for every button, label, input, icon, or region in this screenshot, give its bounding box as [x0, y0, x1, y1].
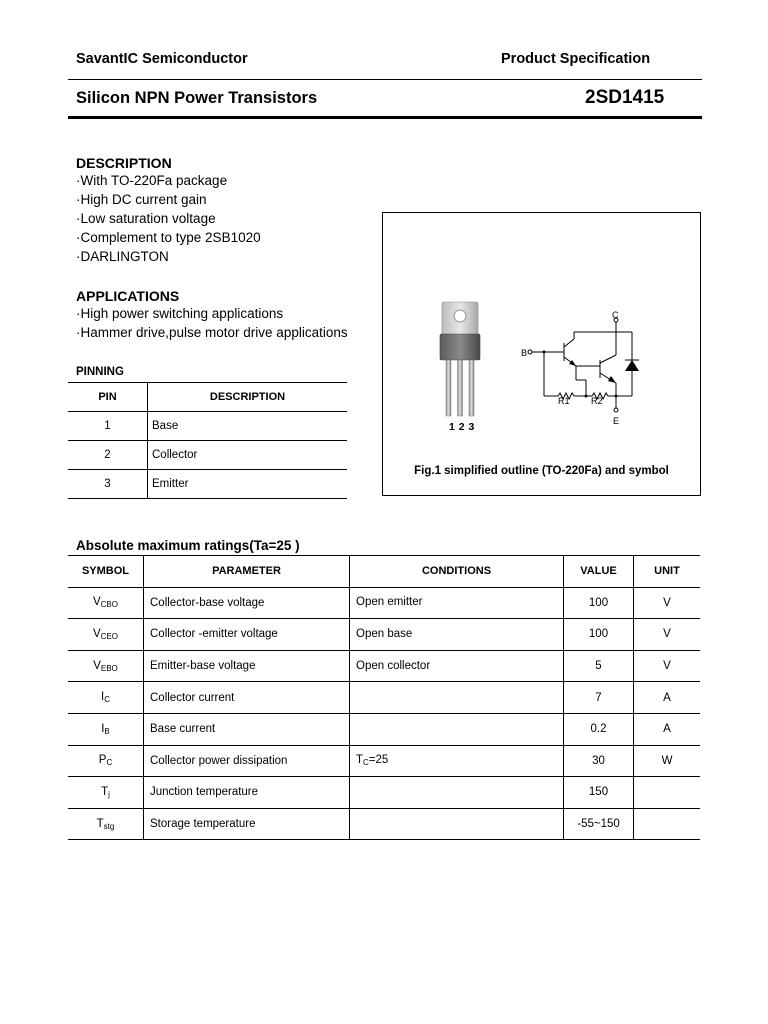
col-header-value: VALUE — [564, 556, 634, 588]
title-rule — [68, 116, 702, 119]
company-name: SavantIC Semiconductor — [76, 51, 248, 67]
symbol-cell: $T_{stg}$ — [68, 808, 144, 840]
unit-cell: V — [634, 619, 701, 651]
list-item: ·Low saturation voltage — [76, 211, 216, 226]
value-cell: 100 — [564, 619, 634, 651]
conditions-cell: $T_C=25$ — [350, 745, 564, 777]
col-header-symbol: SYMBOL — [68, 556, 144, 588]
description-heading: DESCRIPTION — [76, 155, 172, 171]
pin-number: 2 — [68, 441, 148, 470]
value-cell: 0.2 — [564, 713, 634, 745]
symbol-cell: $V_{CBO}$ — [68, 587, 144, 619]
unit-cell: A — [634, 713, 701, 745]
description-section — [76, 155, 261, 266]
table-row — [68, 587, 700, 619]
value-cell: -55~150 — [564, 808, 634, 840]
parameter-cell: Collector power dissipation — [144, 745, 350, 777]
table-row — [68, 650, 700, 682]
conditions-cell: Open base — [350, 619, 564, 651]
list-item: ·Hammer drive,pulse motor drive applications — [76, 325, 348, 340]
unit-cell: V — [634, 650, 701, 682]
conditions-cell: Open collector — [350, 650, 564, 682]
collector-terminal-label: C — [612, 310, 619, 320]
table-header-row — [68, 556, 700, 588]
pin-description: Collector — [148, 441, 348, 470]
unit-cell: V — [634, 587, 701, 619]
figure-caption: Fig.1 simplified outline (TO-220Fa) and symbol — [414, 465, 669, 477]
parameter-cell: Storage temperature — [144, 808, 350, 840]
table-row — [68, 619, 700, 651]
description-list — [76, 171, 261, 266]
part-number: 2SD1415 — [585, 87, 665, 108]
list-item: ·High DC current gain — [76, 192, 207, 207]
conditions-cell — [350, 713, 564, 745]
applications-list — [76, 304, 348, 342]
conditions-cell — [350, 777, 564, 809]
value-cell: 7 — [564, 682, 634, 714]
unit-cell: A — [634, 682, 701, 714]
conditions-cell: Open emitter — [350, 587, 564, 619]
list-item: ·With TO-220Fa package — [76, 173, 228, 188]
ratings-title: Absolute maximum ratings(Ta=25 ) — [76, 538, 300, 553]
parameter-cell: Collector-base voltage — [144, 587, 350, 619]
list-item: ·Complement to type 2SB1020 — [76, 230, 261, 245]
value-cell: 100 — [564, 587, 634, 619]
applications-section — [76, 288, 348, 342]
to220-package-image — [432, 298, 494, 422]
symbol-cell: $I_C$ — [68, 682, 144, 714]
col-header-parameter: PARAMETER — [144, 556, 350, 588]
symbol-cell: $V_{EBO}$ — [68, 650, 144, 682]
table-row — [68, 713, 700, 745]
col-header-conditions: CONDITIONS — [350, 556, 564, 588]
conditions-cell — [350, 808, 564, 840]
col-header-description: DESCRIPTION — [148, 383, 348, 412]
doc-type: Product Specification — [501, 51, 651, 67]
pinning-table — [68, 382, 347, 499]
r2-label: R2 — [591, 396, 603, 406]
value-cell: 30 — [564, 745, 634, 777]
unit-cell: W — [634, 745, 701, 777]
applications-heading: APPLICATIONS — [76, 288, 180, 304]
unit-cell — [634, 808, 701, 840]
table-row — [68, 745, 700, 777]
value-cell: 5 — [564, 650, 634, 682]
pin-number: 1 — [68, 412, 148, 441]
pin-description: Base — [148, 412, 348, 441]
conditions-cell — [350, 682, 564, 714]
header-rule — [68, 79, 702, 80]
list-item: ·DARLINGTON — [76, 249, 169, 264]
r1-label: R1 — [558, 396, 570, 406]
table-row — [68, 808, 700, 840]
parameter-cell: Collector -emitter voltage — [144, 619, 350, 651]
darlington-circuit-symbol — [518, 310, 646, 428]
symbol-cell: $T_j$ — [68, 777, 144, 809]
parameter-cell: Junction temperature — [144, 777, 350, 809]
table-row — [68, 777, 700, 809]
table-row — [68, 412, 347, 441]
parameter-cell: Collector current — [144, 682, 350, 714]
list-item: ·High power switching applications — [76, 306, 284, 321]
parameter-cell: Base current — [144, 713, 350, 745]
unit-cell — [634, 777, 701, 809]
table-row — [68, 470, 347, 499]
value-cell: 150 — [564, 777, 634, 809]
ratings-table — [68, 555, 700, 840]
table-header-row — [68, 383, 347, 412]
symbol-cell: $V_{CEO}$ — [68, 619, 144, 651]
col-header-unit: UNIT — [634, 556, 701, 588]
base-terminal-label: B — [521, 348, 528, 358]
table-row — [68, 682, 700, 714]
pin-number-labels: 1 2 3 — [449, 421, 475, 433]
parameter-cell: Emitter-base voltage — [144, 650, 350, 682]
pin-number: 3 — [68, 470, 148, 499]
emitter-terminal-label: E — [613, 416, 620, 426]
pin-description: Emitter — [148, 470, 348, 499]
symbol-cell: $I_B$ — [68, 713, 144, 745]
symbol-cell: $P_C$ — [68, 745, 144, 777]
product-line: Silicon NPN Power Transistors — [76, 89, 318, 107]
pinning-heading: PINNING — [76, 366, 124, 378]
table-row — [68, 441, 347, 470]
col-header-pin: PIN — [68, 383, 148, 412]
